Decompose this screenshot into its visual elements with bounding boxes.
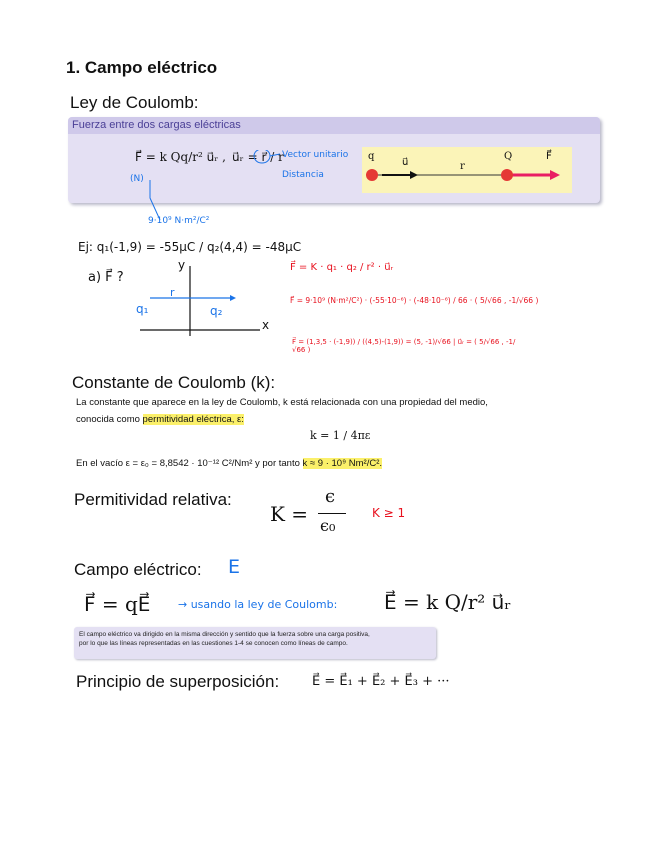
charge-Q-dot (501, 169, 513, 181)
superposition-formula: E⃗ = E⃗₁ + E⃗₂ + E⃗₃ + ··· (312, 674, 450, 689)
permittivity-den: ϵ₀ (320, 516, 336, 535)
force-formula: F⃗ = k Qq/r² u⃗ᵣ , (135, 150, 226, 164)
vacuum-permittivity: En el vacío ε = ε₀ = 8,8542 · 10⁻¹² C²/Nm² (76, 458, 253, 469)
coulomb-annotation-lines (130, 150, 360, 220)
charge-q-dot (366, 169, 378, 181)
field-note-line1: El campo eléctrico va dirigido en la misma dirección y sentido que la fuerza sobre una carga positiva, (79, 631, 370, 638)
axis-y-label: y (178, 258, 186, 272)
charges-figure (362, 147, 572, 193)
constant-text2-pre: conocida como (76, 414, 140, 425)
axis-x-label: x (262, 318, 270, 332)
field-arrow-text: → usando la ley de Coulomb: (178, 598, 338, 611)
k-value-annotation: 9·10⁹ N·m²/C² (148, 216, 210, 226)
newton-annotation: (N) (130, 174, 144, 184)
coulomb-box-title: Fuerza entre dos cargas eléctricas (68, 117, 600, 134)
field-note (74, 627, 436, 659)
permittivity-lhs: K = (270, 502, 309, 526)
distance-annotation: Distancia (282, 170, 324, 180)
exercise-eq3: F⃗ = (1,3,5 · (-1,9)) / ((4,5)-(1,9)) = (5, -1)/√66 | u⃗ᵣ = ( 5/√66 , -1/√66 ) (292, 338, 516, 354)
permittivity-num: ϵ (325, 486, 336, 507)
exercise-axes (130, 258, 275, 343)
field-formula-left: F⃗ = qE⃗ (84, 592, 151, 616)
charges-diagram (362, 147, 572, 193)
exercise-eq2: F⃗ = 9·10⁹ (N·m²/C²) · (-55·10⁻⁶) · (-48·10⁻⁶) / 66 · ( 5/√66 , -1/√66 ) (290, 296, 539, 305)
force-vector-label: F⃗ (546, 151, 552, 162)
constant-text2 (76, 414, 244, 425)
charge-Q-label: Q (504, 151, 513, 162)
field-symbol: E (228, 556, 241, 578)
distance-label: r (460, 161, 465, 172)
q1-label: q₁ (136, 302, 149, 316)
field-note-line2: por lo que las líneas representadas en las cuestiones 1-4 se conocen como líneas de campo. (79, 640, 348, 647)
permittivity-heading: Permitividad relativa: (74, 490, 232, 509)
constant-text3-mid: y por tanto (255, 458, 300, 469)
page-title: 1. Campo eléctrico (66, 58, 218, 77)
fraction-bar (318, 513, 346, 514)
unit-vector-label: u⃗ (402, 157, 409, 168)
constant-text3 (76, 458, 382, 469)
permittivity-note: K ≥ 1 (372, 506, 406, 520)
superposition-heading: Principio de superposición: (76, 672, 280, 691)
exercise-statement: Ej: q₁(-1,9) = -55μC / q₂(4,4) = -48μC (78, 240, 302, 254)
exercise-question: a) F⃗ ? (88, 270, 124, 285)
k-formula: k = 1 / 4πε (310, 429, 371, 442)
permittivity-highlight: permitividad eléctrica, ε: (142, 414, 244, 425)
unit-vector-formula: u⃗ᵣ = r⃗ / r (232, 150, 284, 164)
constant-heading: Constante de Coulomb (k): (72, 373, 276, 392)
field-formula-right: E⃗ = k Q/r² u⃗ᵣ (384, 590, 512, 614)
k-value-highlight: k ≈ 9 · 10⁹ Nm²/C². (302, 458, 383, 469)
q2-label: q₂ (210, 304, 223, 318)
exercise-eq1: F⃗ = K · q₁ · q₂ / r² · u⃗ᵣ (290, 262, 394, 273)
r-label: r (170, 286, 175, 299)
constant-text1: La constante que aparece en la ley de Coulomb, k está relacionada con una propiedad del medio, (76, 397, 488, 408)
charge-q-label: q (368, 151, 375, 162)
coulomb-heading: Ley de Coulomb: (70, 93, 199, 112)
unit-vector-annotation: Vector unitario (282, 150, 349, 160)
field-heading: Campo eléctrico: (74, 560, 202, 579)
